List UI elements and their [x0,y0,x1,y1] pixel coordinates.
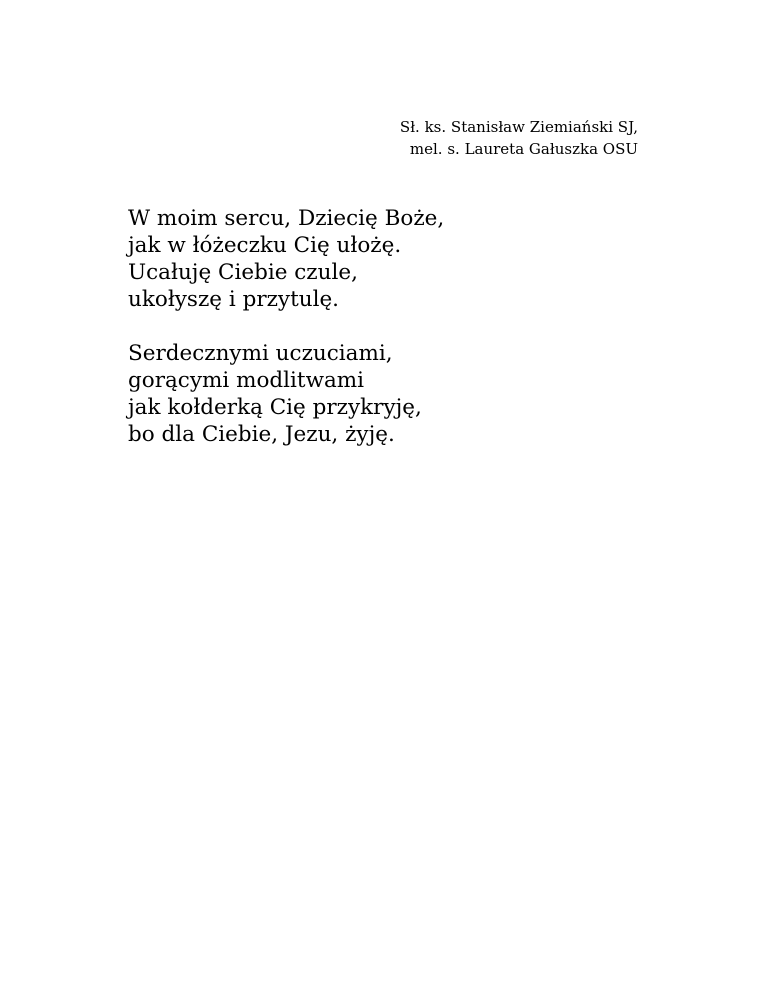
verse-line: bo dla Ciebie, Jezu, żyję. [128,422,395,447]
song-credits [400,116,638,160]
lyrics-credit: Sł. ks. Stanisław Ziemiański SJ, [399,118,638,136]
verse-line: ukołyszę i przytulę. [128,287,340,312]
melody-credit: mel. s. Laureta Gałuszka OSU [409,140,638,158]
verse-line: gorącymi modlitwami [128,368,365,393]
verse-line: jak kołderką Cię przykryję, [128,395,422,420]
verse-line: jak w łóżeczku Cię ułożę. [128,233,402,258]
verse-line: Ucałuję Ciebie czule, [128,260,358,285]
stanza-1 [128,205,444,313]
verse-line: W moim sercu, Dziecię Boże, [128,206,445,231]
stanza-2 [128,340,422,448]
verse-line: Serdecznymi uczuciami, [128,341,393,366]
